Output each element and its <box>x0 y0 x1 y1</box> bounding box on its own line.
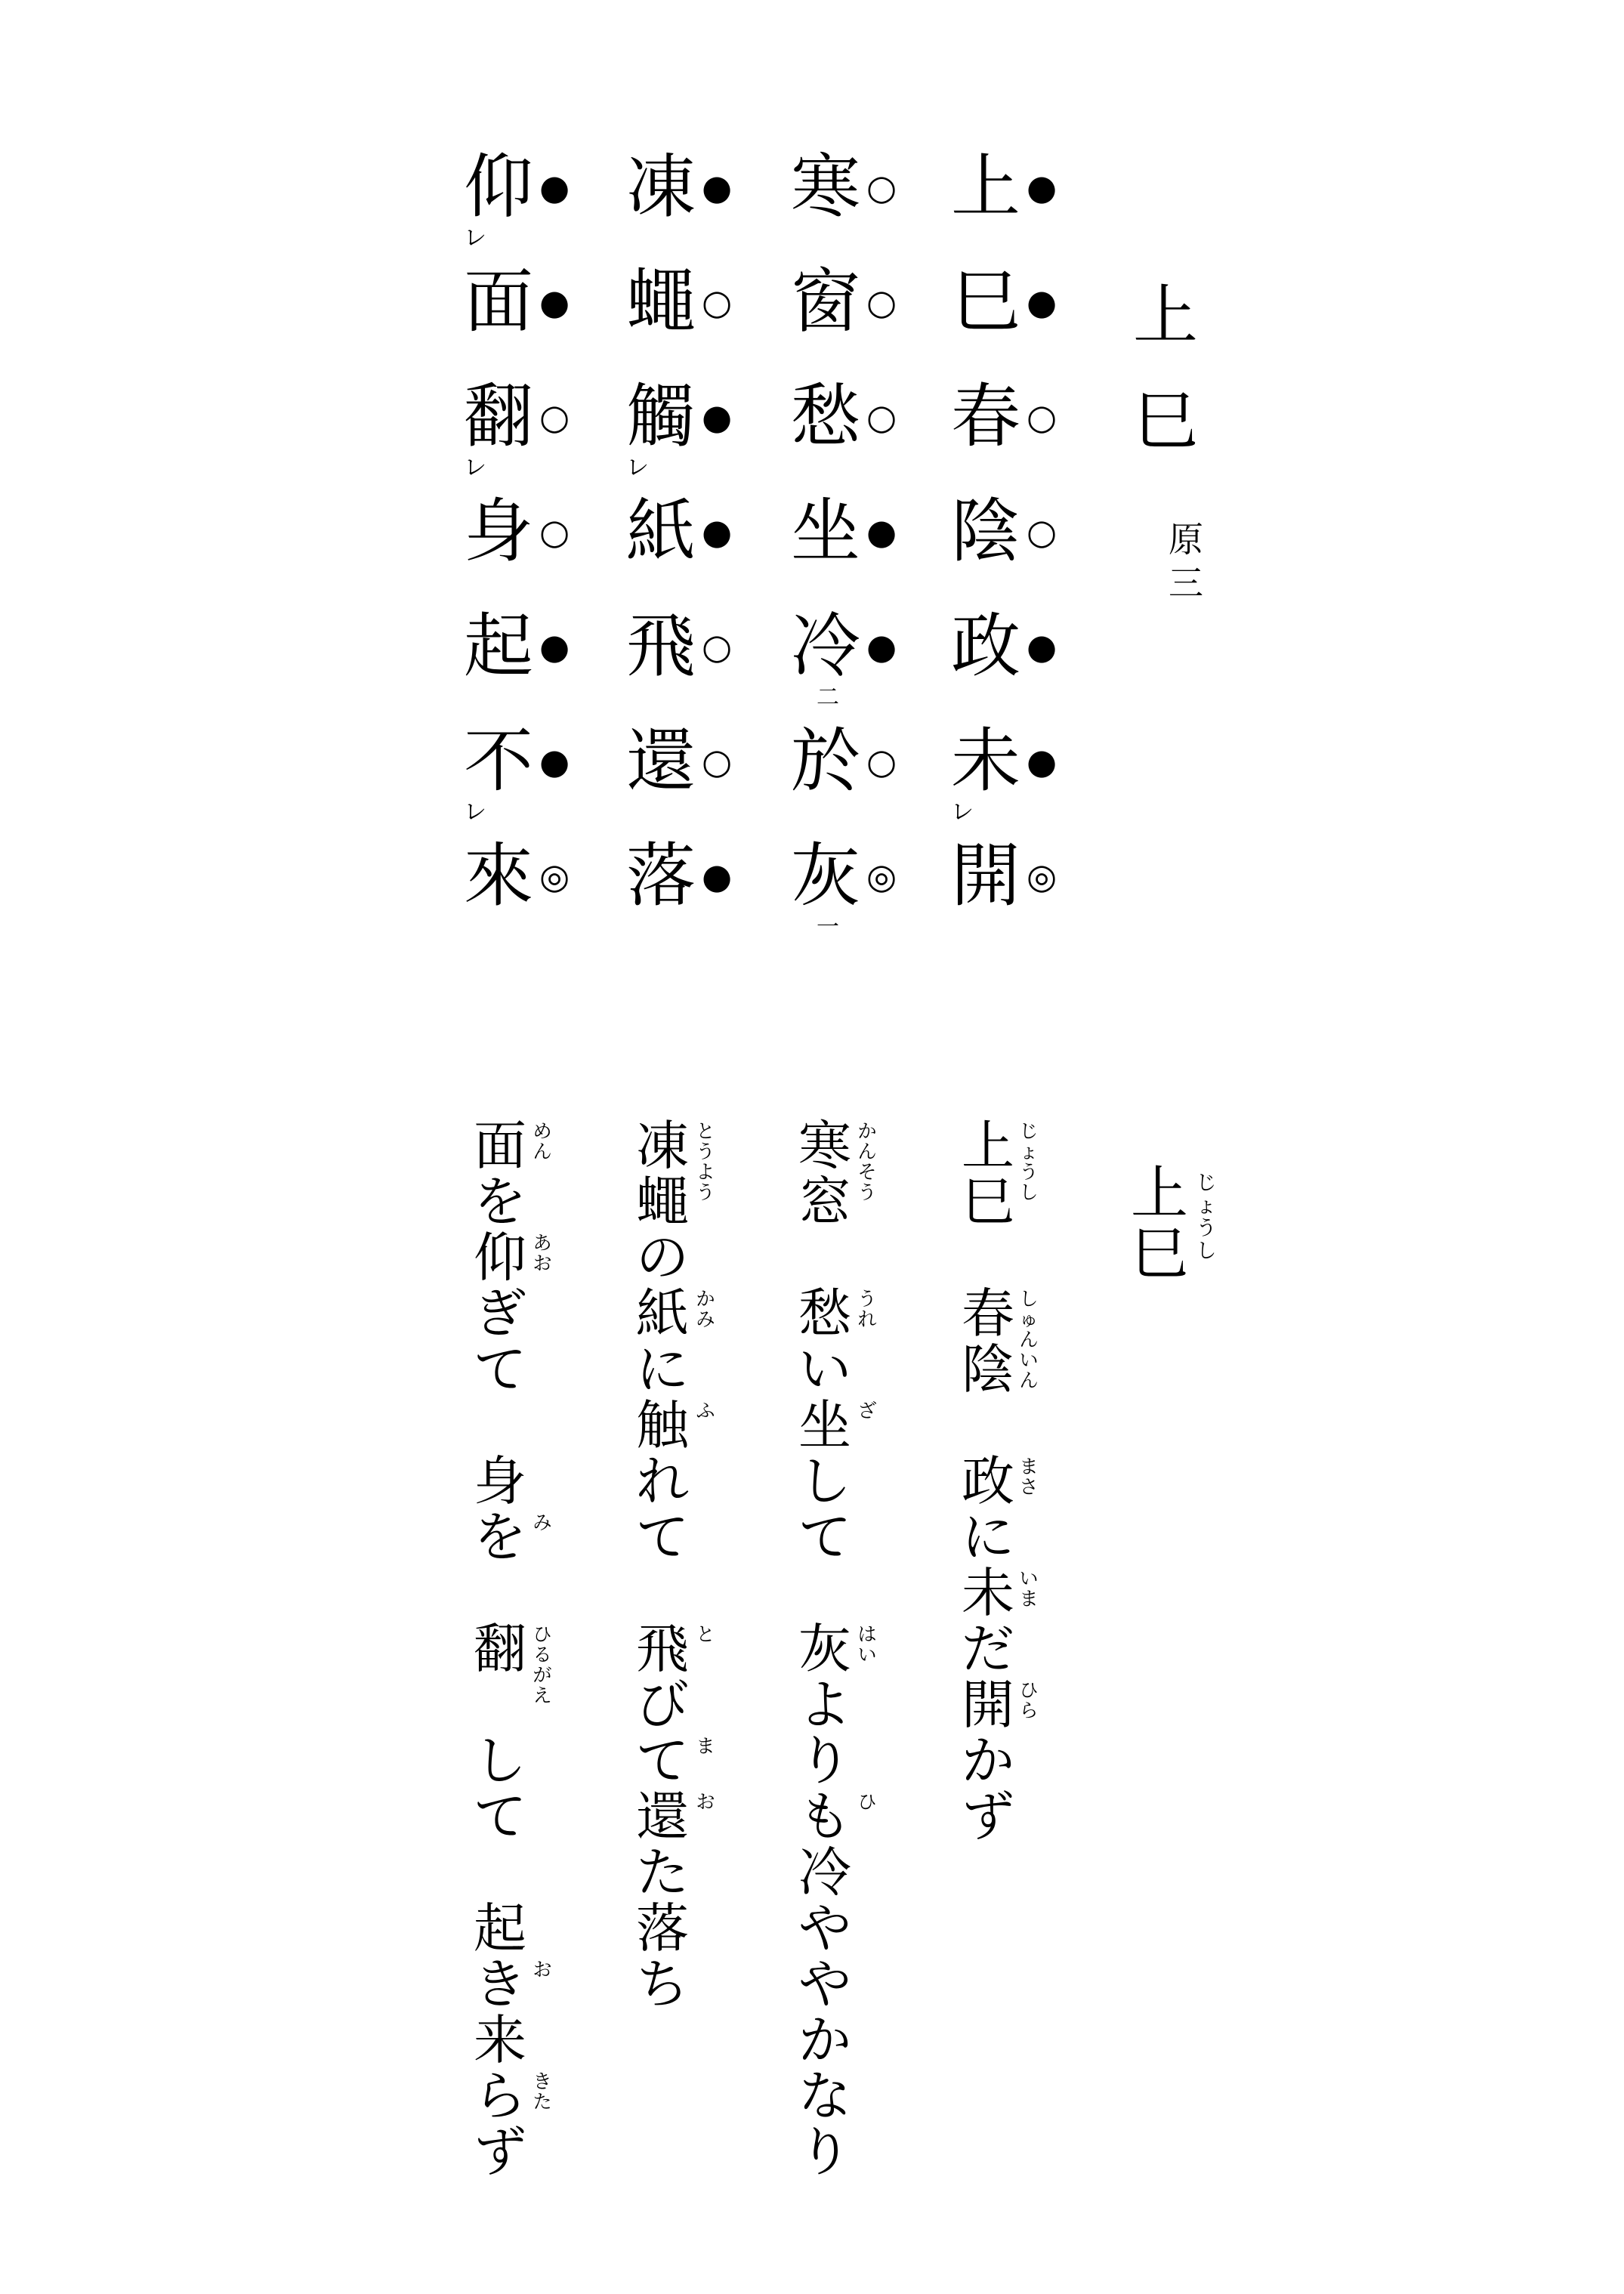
poem-kanji: 落 <box>625 835 696 916</box>
yomikudashi-char: 翻 <box>474 1618 526 1680</box>
poem-kanji: 仰 <box>463 147 533 227</box>
poem-cell <box>948 147 1099 227</box>
yomikudashi-char: ず <box>474 2121 526 2183</box>
yomikudashi-char: て <box>474 1338 526 1400</box>
poem-cell <box>788 606 939 711</box>
yomikudashi-char: き <box>474 1953 526 2015</box>
poem-cell <box>623 376 774 481</box>
poem-kanji: 紙 <box>625 491 696 572</box>
poem-kanji: 政 <box>950 606 1020 687</box>
yomikudashi-char: 紙 <box>636 1283 689 1345</box>
yomikudashi-char: て <box>474 1786 526 1848</box>
yomikudashi-char: 坐 <box>798 1394 851 1456</box>
poem-kanji: 未 <box>950 721 1020 801</box>
yomikudashi-char: 蠅 <box>636 1171 689 1233</box>
poem-kanji: 蠅 <box>625 261 696 342</box>
tone-mark: ○ <box>1027 511 1057 552</box>
tone-mark: ◎ <box>866 856 897 897</box>
ruby-reading: め ん <box>533 1120 552 1162</box>
yomikudashi-char: ら <box>474 2065 526 2127</box>
yomikudashi-char: を <box>474 1506 526 1568</box>
poem-cell <box>461 835 612 916</box>
poem-cell <box>788 835 939 940</box>
poem-cell <box>948 606 1099 687</box>
tone-mark: ● <box>702 167 733 208</box>
tone-mark: ● <box>1027 282 1057 323</box>
tone-mark: ○ <box>702 741 733 782</box>
yomikudashi-char: 巳 <box>962 1171 1014 1233</box>
kaeriten-mark: レ <box>951 799 974 826</box>
poem-author-char: 原 <box>1169 519 1203 560</box>
yomikudashi-char: 飛 <box>636 1618 689 1680</box>
ruby-reading: ま <box>696 1735 715 1757</box>
kaeriten-mark: レ <box>464 225 486 252</box>
poem-kanji: 身 <box>463 491 533 572</box>
yomikudashi-char: し <box>798 1450 851 1512</box>
poem-cell <box>948 721 1099 826</box>
yomikudashi-line-3 <box>632 1115 693 2015</box>
ruby-reading: ひ <box>857 1791 877 1813</box>
ruby-reading: ひ ら <box>1019 1679 1039 1721</box>
yomikudashi-line-2 <box>795 1115 855 2183</box>
ruby-reading: か ん そ う <box>857 1120 877 1203</box>
poem-kanji: 坐 <box>790 491 860 572</box>
yomikudashi-char: に <box>636 1338 689 1400</box>
tone-mark: ◎ <box>539 856 570 897</box>
poem-cell <box>788 147 939 227</box>
ruby-reading: き た <box>533 2070 552 2113</box>
yomikudashi-char: 上 <box>962 1115 1014 1177</box>
poem-kanji: 春 <box>950 376 1020 457</box>
yomikudashi-line-4 <box>470 1115 530 2183</box>
poem-cell <box>623 606 774 687</box>
poem-kanji: 還 <box>625 721 696 801</box>
yomikudashi-char: 面 <box>474 1115 526 1177</box>
poem-cell <box>788 376 939 457</box>
poem-kanji: 陰 <box>950 491 1020 572</box>
yomikudashi-char: 凍 <box>636 1115 689 1177</box>
yomikudashi-char: の <box>636 1227 689 1289</box>
ruby-reading: み <box>533 1511 552 1533</box>
kaeriten-mark: 二 <box>817 684 839 711</box>
kaeriten-mark: レ <box>626 455 649 481</box>
ruby-reading: ふ <box>696 1400 715 1422</box>
tone-mark: ○ <box>866 741 897 782</box>
yomikudashi-char: て <box>636 1730 689 1792</box>
poem-cell <box>461 147 612 252</box>
yomikudashi-char <box>470 1845 530 1900</box>
poem-column-2 <box>788 147 939 950</box>
poem-kanji: 灰 <box>790 835 860 916</box>
tone-mark: ○ <box>702 626 733 667</box>
poem-kanji: 起 <box>463 606 533 687</box>
tone-mark: ● <box>866 511 897 552</box>
yomikudashi-char: か <box>962 1730 1014 1792</box>
poem-cell <box>623 147 774 227</box>
tone-mark: ○ <box>539 511 570 552</box>
yomikudashi-char: ち <box>636 1953 689 2015</box>
ruby-reading: と う よ う <box>696 1120 715 1203</box>
poem-kanji: 觸 <box>625 376 696 457</box>
poem-kanji: 窗 <box>790 261 860 342</box>
yomikudashi-char: や <box>798 1897 851 1959</box>
yomikudashi-char: 冷 <box>798 1842 851 1903</box>
poem-kanji: 冷 <box>790 606 860 687</box>
yomikudashi-char <box>632 1565 693 1621</box>
ruby-reading: お <box>533 1959 552 1981</box>
yomikudashi-char: ず <box>962 1786 1014 1848</box>
yomikudashi-char: て <box>798 1506 851 1568</box>
poem-column-1 <box>948 147 1099 950</box>
yomikudashi-char: ぎ <box>474 1283 526 1345</box>
poem-title <box>1124 263 1207 474</box>
poem-kanji: 凍 <box>625 147 696 227</box>
poem-kanji: 上 <box>950 147 1020 227</box>
poem-cell <box>948 376 1099 457</box>
yomikudashi-char <box>795 1230 855 1286</box>
poem-cell <box>461 721 612 826</box>
yomikudashi-char: 起 <box>474 1897 526 1959</box>
tone-mark: ○ <box>866 282 897 323</box>
yomikudashi-char <box>470 1397 530 1453</box>
poem-cell <box>623 721 774 801</box>
kaeriten-mark: レ <box>464 455 486 481</box>
tone-mark: ● <box>1027 741 1057 782</box>
poem-cell <box>461 261 612 342</box>
poem-cell <box>788 491 939 572</box>
yomikudashi-char: 開 <box>962 1674 1014 1736</box>
yomikudashi-char: て <box>636 1506 689 1568</box>
yomikudashi-char: や <box>798 1953 851 2015</box>
poem-kanji: 來 <box>463 835 533 916</box>
kaeriten-mark: 一 <box>817 914 839 940</box>
yomikudashi-char: 窓 <box>798 1171 851 1233</box>
yomikudashi-char: れ <box>636 1450 689 1512</box>
poem-kanji: 於 <box>790 721 860 801</box>
yomikudashi-char: 寒 <box>798 1115 851 1177</box>
kaeriten-mark: レ <box>464 799 486 826</box>
yomikudashi-char: び <box>636 1674 689 1736</box>
yomikudashi-line-1 <box>958 1115 1018 1848</box>
tone-mark: ● <box>539 282 570 323</box>
poem-kanji: 飛 <box>625 606 696 687</box>
yomikudashi-char: か <box>798 2009 851 2071</box>
poem-cell <box>788 721 939 801</box>
yomikudashi-char: 還 <box>636 1786 689 1848</box>
poem-kanji: 面 <box>463 261 533 342</box>
tone-mark: ● <box>702 397 733 437</box>
poem-cell <box>623 491 774 572</box>
yomikudashi-char: 愁 <box>798 1283 851 1345</box>
yomikudashi-char: た <box>636 1842 689 1903</box>
yomikudashi-char <box>470 1565 530 1621</box>
poem-cell <box>461 376 612 481</box>
poem-kanji: 巳 <box>950 261 1020 342</box>
poem-kanji: 不 <box>463 721 533 801</box>
yomikudashi-char: し <box>474 1730 526 1792</box>
poem-kanji: 寒 <box>790 147 860 227</box>
tone-mark: ● <box>702 856 733 897</box>
poem-author-char: 三 <box>1169 563 1203 604</box>
tone-mark: ● <box>539 626 570 667</box>
yomikudashi-char: な <box>798 2065 851 2127</box>
yomikudashi-char: を <box>474 1171 526 1233</box>
poem-title-char: 巳 <box>1133 384 1198 459</box>
ruby-reading: じ ょ う し <box>1019 1120 1039 1203</box>
yomikudashi-char: 未 <box>962 1562 1014 1624</box>
ruby-reading: と <box>696 1623 715 1645</box>
ruby-reading: う れ <box>857 1288 877 1330</box>
yomikudashi-char <box>958 1230 1018 1286</box>
yomikudashi-char: 落 <box>636 1897 689 1959</box>
yomikudashi-char: よ <box>798 1674 851 1736</box>
yomikudashi-title: 上 巳 <box>1131 1159 1188 1287</box>
poem-title-char: 上 <box>1133 278 1198 354</box>
tone-mark: ● <box>539 167 570 208</box>
tone-mark: ○ <box>866 397 897 437</box>
yomikudashi-char: に <box>962 1506 1014 1568</box>
poem-cell <box>461 491 612 572</box>
yomikudashi-char: 政 <box>962 1450 1014 1512</box>
poem-cell <box>623 835 774 916</box>
yomikudashi-char <box>470 1677 530 1733</box>
tone-mark: ● <box>866 626 897 667</box>
tone-mark: ● <box>1027 626 1057 667</box>
yomikudashi-char: り <box>798 2121 851 2183</box>
yomikudashi-char: だ <box>962 1618 1014 1680</box>
poem-kanji: 愁 <box>790 376 860 457</box>
ruby-reading: あ お <box>533 1232 552 1274</box>
tone-mark: ● <box>1027 167 1057 208</box>
poem-cell <box>948 491 1099 572</box>
poem-cell <box>948 261 1099 342</box>
yomikudashi-char: 陰 <box>962 1338 1014 1400</box>
yomikudashi-char: い <box>798 1338 851 1400</box>
tone-mark: ○ <box>866 167 897 208</box>
poem-cell <box>948 835 1099 916</box>
tone-mark: ○ <box>702 282 733 323</box>
poem-kanji: 開 <box>950 835 1020 916</box>
poem-author <box>1163 517 1209 605</box>
ruby-reading: ま さ <box>1019 1456 1039 1498</box>
yomikudashi-char: 灰 <box>798 1618 851 1680</box>
yomikudashi-char: も <box>798 1786 851 1848</box>
tone-mark: ◎ <box>1027 856 1057 897</box>
yomikudashi-char: 来 <box>474 2009 526 2071</box>
ruby-reading: ざ <box>857 1400 877 1422</box>
poem-column-4 <box>461 147 612 950</box>
yomikudashi-char: 身 <box>474 1450 526 1512</box>
ruby-reading: は い <box>857 1623 877 1666</box>
ruby-reading: し ゅ ん い ん <box>1019 1288 1039 1391</box>
yomikudashi-char: 触 <box>636 1394 689 1456</box>
yomikudashi-char: 春 <box>962 1283 1014 1345</box>
yomikudashi-char: 仰 <box>474 1227 526 1289</box>
yomikudashi-char: り <box>798 1730 851 1792</box>
yomikudashi-title-ruby: じ ょ う し <box>1196 1172 1217 1263</box>
poem-kanji: 翻 <box>463 376 533 457</box>
tone-mark: ○ <box>1027 397 1057 437</box>
tone-mark: ○ <box>539 397 570 437</box>
yomikudashi-char <box>795 1565 855 1621</box>
poem-cell <box>788 261 939 342</box>
ruby-reading: お <box>696 1791 715 1813</box>
yomikudashi-char <box>958 1397 1018 1453</box>
ruby-reading: い ま <box>1019 1567 1039 1610</box>
ruby-reading: ひ る が え <box>533 1623 552 1706</box>
ruby-reading: か み <box>696 1288 715 1330</box>
poem-cell <box>623 261 774 342</box>
poem-column-3 <box>623 147 774 950</box>
poem-cell <box>461 606 612 687</box>
tone-mark: ● <box>702 511 733 552</box>
tone-mark: ● <box>539 741 570 782</box>
